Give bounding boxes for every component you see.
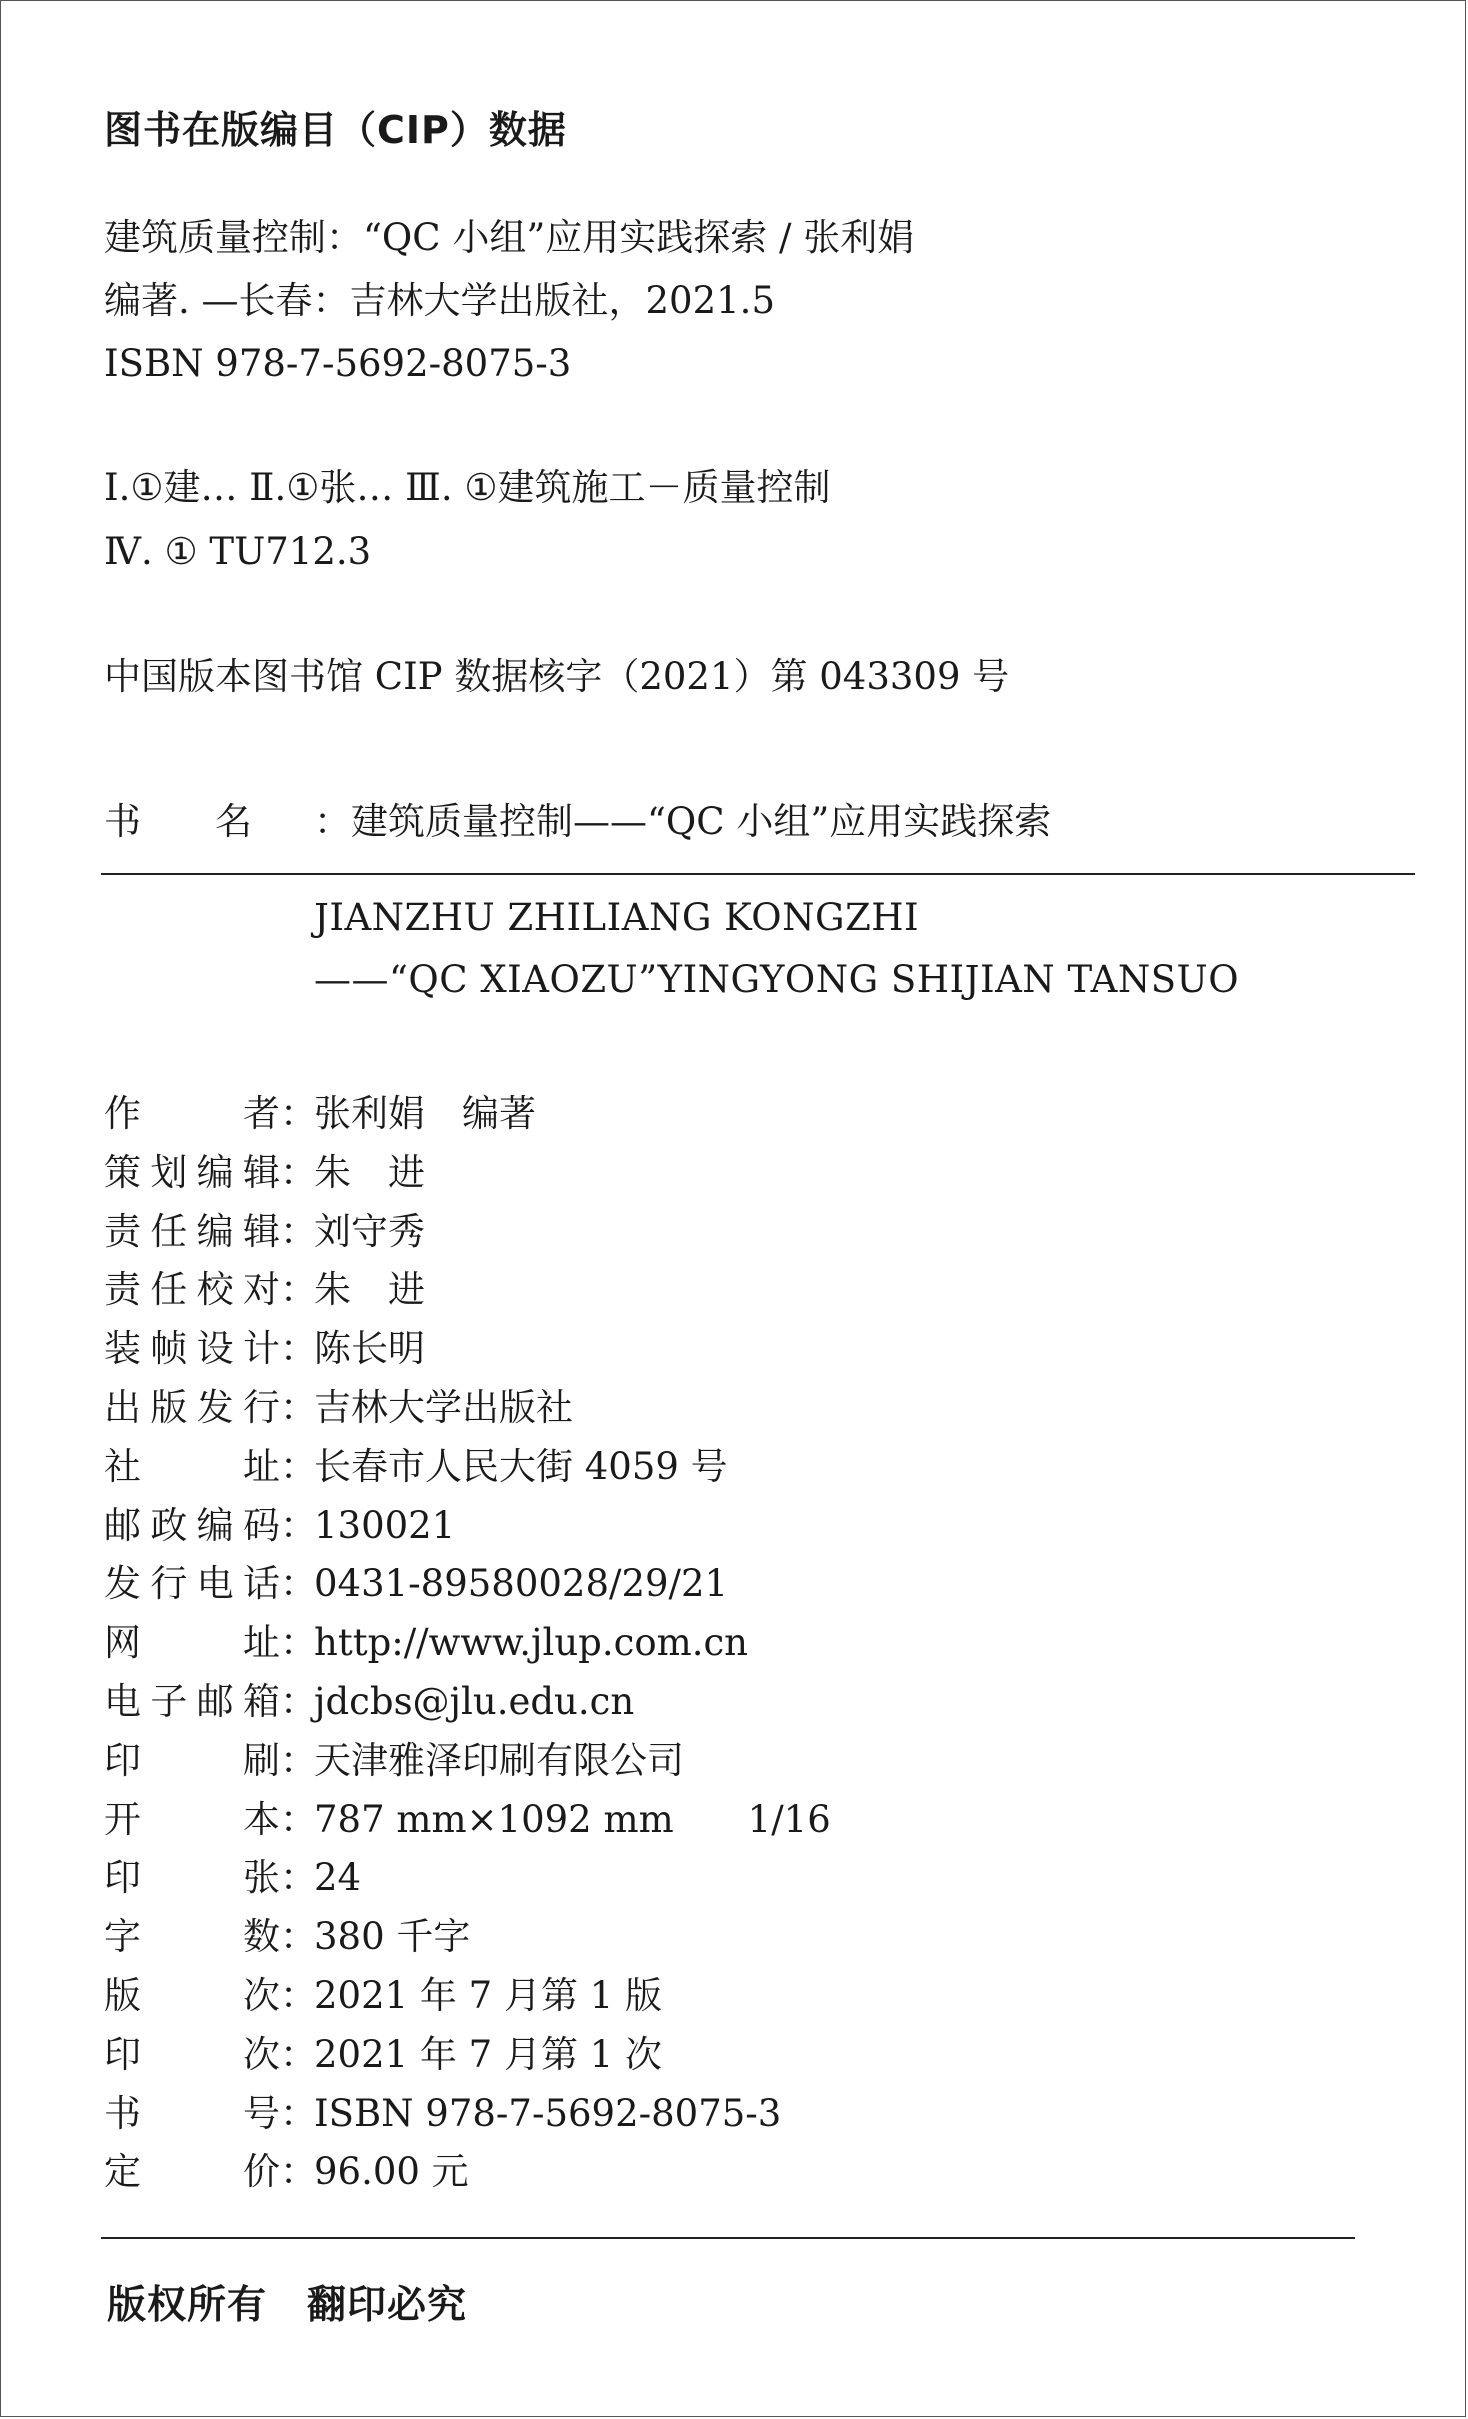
imprint-row bbox=[104, 1444, 831, 1507]
imprint-row bbox=[104, 1797, 831, 1860]
imprint-label: 作者 bbox=[104, 1092, 280, 1135]
imprint-colon: ： bbox=[280, 1268, 317, 1312]
imprint-row bbox=[104, 1327, 831, 1389]
imprint-row bbox=[104, 1150, 831, 1213]
imprint-colon: ： bbox=[280, 1915, 317, 1959]
imprint-colon: ： bbox=[280, 1444, 317, 1488]
imprint-value: 787 mm×1092 mm 1/16 bbox=[314, 1797, 831, 1841]
cip-approval-line: 中国版本图书馆 CIP 数据核字（2021）第 043309 号 bbox=[104, 655, 1010, 698]
imprint-colon: ： bbox=[280, 1973, 317, 2017]
imprint-row bbox=[104, 1385, 831, 1448]
imprint-value: 380 千字 bbox=[314, 1915, 471, 1959]
imprint-label: 定价 bbox=[104, 2150, 280, 2194]
imprint-colon: ： bbox=[280, 1562, 317, 1606]
imprint-value: 吉林大学出版社 bbox=[314, 1385, 573, 1429]
book-title-label: 书 名 bbox=[104, 800, 252, 843]
imprint-colon: ： bbox=[280, 1856, 317, 1900]
pinyin-title-line-2: ——“QC XIAOZU”YINGYONG SHIJIAN TANSUO bbox=[314, 958, 1240, 1001]
imprint-colon: ： bbox=[280, 2150, 317, 2194]
imprint-value: 朱 进 bbox=[314, 1150, 425, 1194]
imprint-row bbox=[104, 1738, 831, 1801]
imprint-value: jdcbs@jlu.edu.cn bbox=[314, 1679, 635, 1723]
imprint-colon: ： bbox=[280, 2091, 317, 2135]
imprint-value: 朱 进 bbox=[314, 1268, 425, 1312]
copyright-notice: 版权所有 翻印必究 bbox=[107, 2283, 468, 2328]
imprint-row bbox=[104, 2091, 831, 2154]
imprint-row bbox=[104, 1915, 831, 1977]
imprint-row bbox=[104, 1973, 831, 2036]
imprint-label: 策划编辑 bbox=[104, 1150, 280, 1194]
book-title-row bbox=[104, 800, 1052, 843]
imprint-value: 天津雅泽印刷有限公司 bbox=[314, 1738, 684, 1782]
imprint-label: 印张 bbox=[104, 1856, 280, 1900]
imprint-label: 责任编辑 bbox=[104, 1209, 280, 1253]
imprint-row bbox=[104, 1503, 831, 1566]
imprint-colon: ： bbox=[280, 1385, 317, 1429]
imprint-value: ISBN 978-7-5692-8075-3 bbox=[314, 2091, 782, 2135]
cip-record-line-2: 编著. —长春：吉林大学出版社，2021.5 bbox=[104, 279, 775, 322]
imprint-value: 0431-89580028/29/21 bbox=[314, 1562, 729, 1606]
imprint-value: 2021 年 7 月第 1 版 bbox=[314, 1973, 663, 2017]
imprint-value: 96.00 元 bbox=[314, 2150, 469, 2194]
bottom-divider bbox=[101, 2237, 1355, 2239]
imprint-row bbox=[104, 2032, 831, 2095]
imprint-colon: ： bbox=[280, 1797, 317, 1841]
imprint-label: 电子邮箱 bbox=[104, 1679, 280, 1723]
pinyin-title-line-1: JIANZHU ZHILIANG KONGZHI bbox=[314, 896, 920, 939]
imprint-row bbox=[104, 1679, 831, 1742]
imprint-value: 陈长明 bbox=[314, 1327, 425, 1371]
imprint-row bbox=[104, 2150, 831, 2212]
imprint-label: 邮政编码 bbox=[104, 1503, 280, 1547]
imprint-row bbox=[104, 1268, 831, 1330]
imprint-colon: ： bbox=[280, 1150, 317, 1194]
imprint-colon: ： bbox=[280, 1503, 317, 1547]
imprint-row bbox=[104, 1209, 831, 1272]
imprint-label: 装帧设计 bbox=[104, 1327, 280, 1371]
imprint-value: 2021 年 7 月第 1 次 bbox=[314, 2032, 663, 2076]
imprint-value: 24 bbox=[314, 1856, 362, 1900]
imprint-row bbox=[104, 1092, 831, 1154]
imprint-colon: ： bbox=[280, 1209, 317, 1253]
imprint-label: 开本 bbox=[104, 1797, 280, 1841]
cip-isbn-line: ISBN 978-7-5692-8075-3 bbox=[104, 342, 572, 385]
imprint-label: 社址 bbox=[104, 1444, 280, 1488]
book-title-colon: ： bbox=[314, 800, 351, 843]
imprint-label: 出版发行 bbox=[104, 1385, 280, 1429]
imprint-list bbox=[104, 1092, 831, 2212]
title-divider bbox=[101, 873, 1415, 875]
cip-subject-line-2: Ⅳ. ① TU712.3 bbox=[104, 530, 372, 573]
imprint-row bbox=[104, 1621, 831, 1683]
imprint-label: 版次 bbox=[104, 1973, 280, 2017]
imprint-colon: ： bbox=[280, 1738, 317, 1782]
cip-subject-line-1: Ⅰ.①建… Ⅱ.①张… Ⅲ. ①建筑施工－质量控制 bbox=[104, 466, 831, 509]
cip-heading: 图书在版编目（CIP）数据 bbox=[104, 108, 567, 152]
imprint-label: 印刷 bbox=[104, 1738, 280, 1782]
imprint-value: 130021 bbox=[314, 1503, 456, 1547]
imprint-colon: ： bbox=[280, 1621, 317, 1665]
imprint-label: 责任校对 bbox=[104, 1268, 280, 1312]
imprint-label: 书号 bbox=[104, 2091, 280, 2135]
imprint-value: 张利娟 编著 bbox=[314, 1092, 536, 1135]
book-title-value: 建筑质量控制——“QC 小组”应用实践探索 bbox=[351, 800, 1052, 843]
cip-record-line-1: 建筑质量控制：“QC 小组”应用实践探索 / 张利娟 bbox=[104, 216, 915, 259]
imprint-label: 印次 bbox=[104, 2032, 280, 2076]
imprint-colon: ： bbox=[280, 1679, 317, 1723]
imprint-value: 刘守秀 bbox=[314, 1209, 425, 1253]
imprint-row bbox=[104, 1562, 831, 1624]
imprint-colon: ： bbox=[280, 2032, 317, 2076]
imprint-value: 长春市人民大街 4059 号 bbox=[314, 1444, 728, 1488]
imprint-colon: ： bbox=[280, 1327, 317, 1371]
imprint-label: 网址 bbox=[104, 1621, 280, 1665]
imprint-row bbox=[104, 1856, 831, 1918]
imprint-colon: ： bbox=[280, 1092, 317, 1135]
imprint-value: http://www.jlup.com.cn bbox=[314, 1621, 749, 1665]
imprint-label: 字数 bbox=[104, 1915, 280, 1959]
imprint-label: 发行电话 bbox=[104, 1562, 280, 1606]
